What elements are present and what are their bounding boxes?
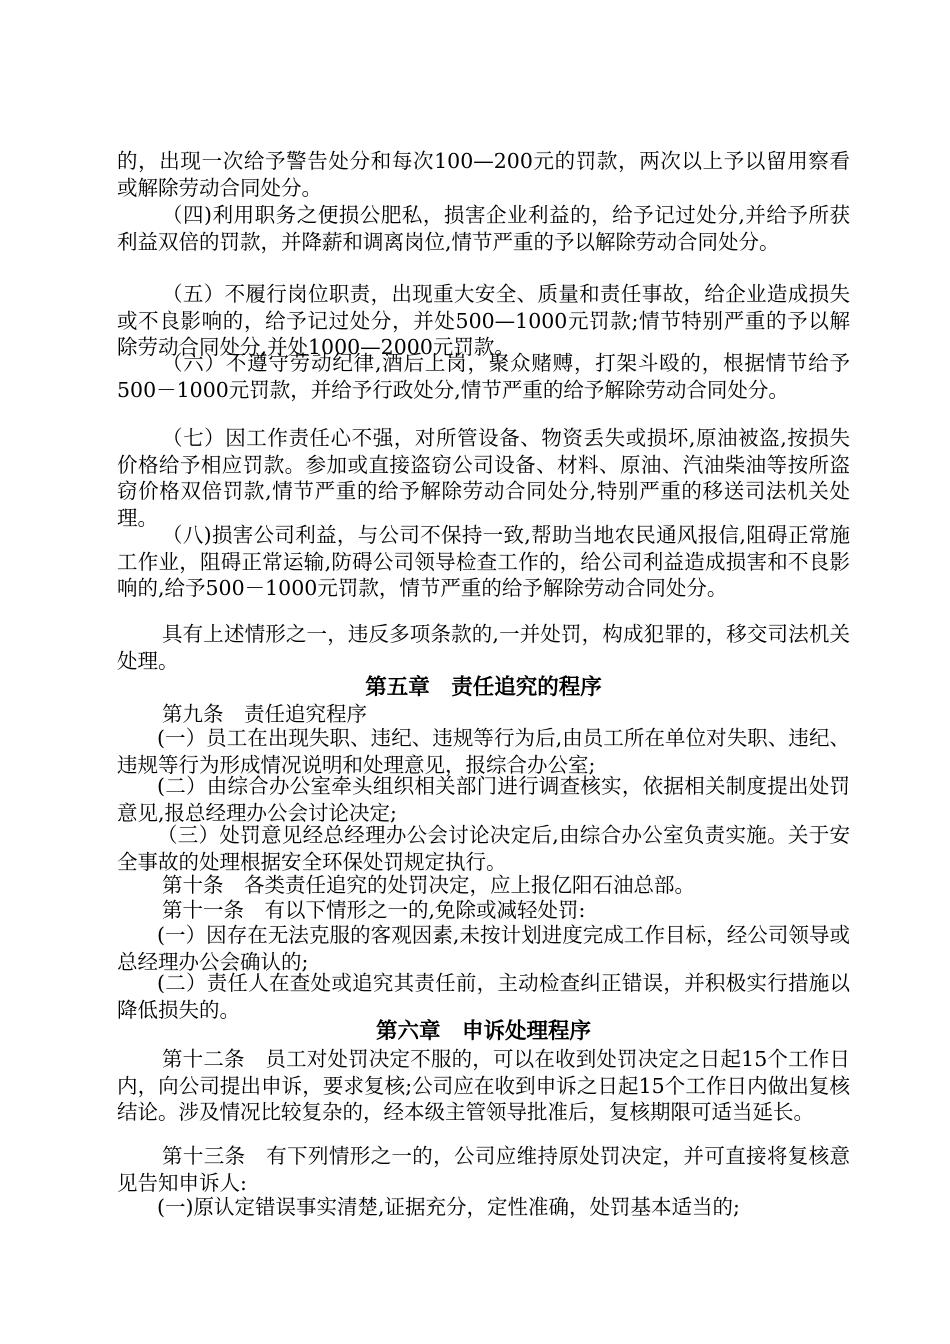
article-11-item-2: (二）责任人在查处或追究其责任前，主动检查纠正错误，并积极实行措施以降低损失的。 xyxy=(117,971,850,1022)
article-10: 第十条 各类责任追究的处罚决定，应上报亿阳石油总部。 xyxy=(162,873,695,897)
paragraph-item-8: （八)损害公司利益，与公司不保持一致,帮助当地农民通风报信,阻碍正常施工作业，阻碍正常运输,防碍公司领导检查工作的，给公司利益造成损害和不良影响的,给予500－1000元罚款，情节严重的给予解除劳动合同处分。 xyxy=(117,523,850,600)
paragraph-item-5: （五）不履行岗位职责，出现重大安全、质量和责任事故，给企业造成损失或不良影响的，给予记过处分，并处500—1000元罚款;情节特别严重的予以解除劳动合同处分,并处1000—2000元罚款。 xyxy=(117,282,850,359)
article-9: 第九条 责任追究程序 xyxy=(162,702,367,726)
paragraph-summary: 具有上述情形之一，违反多项条款的,一并处罚，构成犯罪的，移交司法机关处理。 xyxy=(117,622,850,673)
article-12: 第十二条 员工对处罚决定不服的，可以在收到处罚决定之日起15个工作日内，向公司提出申诉，要求复核;公司应在收到申诉之日起15个工作日内做出复核结论。涉及情况比较复杂的，经本级主管领导批准后，复核期限可适当延长。 xyxy=(117,1047,850,1124)
chapter-6-heading: 第六章 申诉处理程序 xyxy=(375,1019,591,1044)
article-9-item-2: (二）由综合办公室牵头组织相关部门进行调查核实，依据相关制度提出处罚意见,报总经理办公会讨论决定; xyxy=(117,774,850,825)
paragraph-item-7: （七）因工作责任心不强，对所管设备、物资丢失或损坏,原油被盗,按损失价格给予相应罚款。参加或直接盗窃公司设备、材料、原油、汽油柴油等按所盗窃价格双倍罚款,情节严重的给予解除劳动合同处分,特别严重的移送司法机关处理。 xyxy=(117,426,850,530)
article-9-item-3: （三）处罚意见经总经理办公会讨论决定后,由综合办公室负责实施。关于安全事故的处理根据安全环保处罚规定执行。 xyxy=(117,823,850,874)
chapter-5-heading: 第五章 责任追究的程序 xyxy=(365,675,602,700)
article-13: 第十三条 有下列情形之一的，公司应维持原处罚决定，并可直接将复核意见告知申诉人: xyxy=(117,1144,850,1195)
paragraph-continuation: 的，出现一次给予警告处分和每次100—200元的罚款，两次以上予以留用察看或解除劳动合同处分。 xyxy=(117,149,850,200)
paragraph-item-4: （四)利用职务之便损公肥私，损害企业利益的，给予记过处分,并给予所获利益双倍的罚款，并降薪和调离岗位,情节严重的予以解除劳动合同处分。 xyxy=(117,203,850,254)
paragraph-item-6: （六）不遵守劳动纪律,酒后上岗，聚众赌赙，打架斗殴的，根据情节给予500－1000元罚款，并给予行政处分,情节严重的给予解除劳动合同处分。 xyxy=(117,351,850,402)
article-13-item-1: (一)原认定错误事实清楚,证据充分，定性准确，处罚基本适当的; xyxy=(157,1195,740,1219)
article-11-item-1: (一）因存在无法克服的客观因素,未按计划进度完成工作目标，经公司领导或总经理办公会确认的; xyxy=(117,923,850,974)
article-11: 第十一条 有以下情形之一的,免除或减轻处罚: xyxy=(162,898,586,922)
article-9-item-1: (一）员工在出现失职、违纪、违规等行为后,由员工所在单位对失职、违纪、违规等行为形成情况说明和处理意见，报综合办公室; xyxy=(117,726,850,777)
